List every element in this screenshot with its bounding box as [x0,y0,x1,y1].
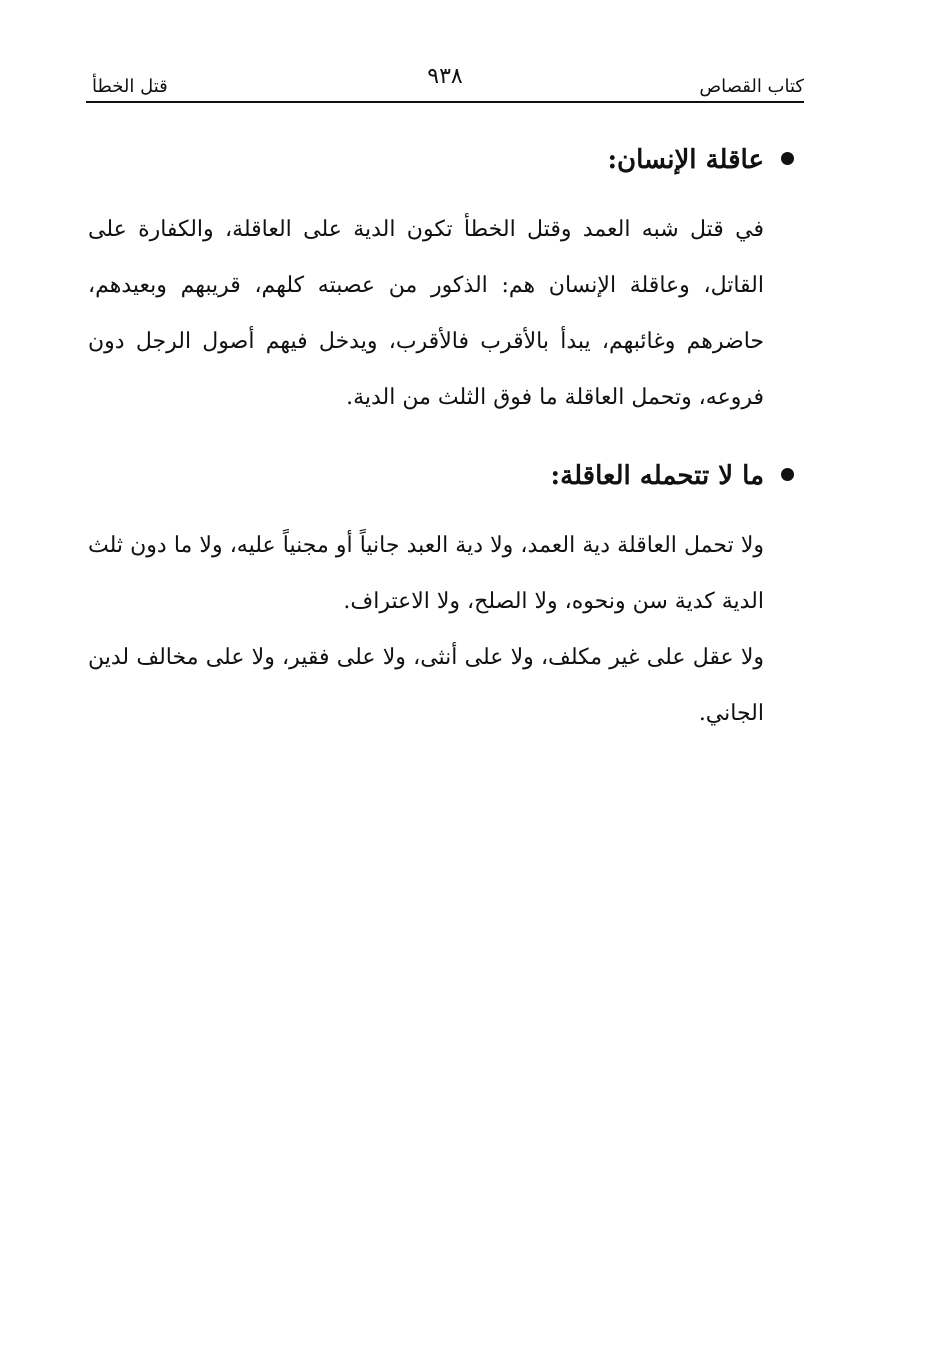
section-heading-row [88,452,764,500]
section-heading-row [88,136,764,184]
page-body [88,136,764,742]
paragraph: في قتل شبه العمد وقتل الخطأ تكون الدية على العاقلة، والكفارة على القاتل، وعاقلة الإنسان هم: الذكور من عصبته كلهم، قريبهم وبعيدهم، حاضرهم وغائبهم، يبدأ بالأقرب فالأقرب، ويدخل فيهم أصول الرجل دون فروعه، وتحمل العاقلة ما فوق الثلث من الدية. [88,217,764,410]
section-heading: ما لا تتحمله العاقلة: [550,461,764,491]
page-header [86,64,804,102]
bullet-icon [781,152,794,165]
section-heading: عاقلة الإنسان: [607,145,764,175]
paragraph: ولا تحمل العاقلة دية العمد، ولا دية العبد جانياً أو مجنياً عليه، ولا ما دون ثلث الدية كدية سن ونحوه، ولا الصلح، ولا الاعتراف. [88,533,764,614]
bullet-icon [781,468,794,481]
header-divider [86,101,804,103]
chapter-title: قتل الخطأ [92,76,168,97]
book-title: كتاب القصاص [699,76,804,97]
paragraph: ولا عقل على غير مكلف، ولا على أنثى، ولا على فقير، ولا على مخالف لدين الجاني. [88,645,764,726]
page-number: ٩٣٨ [427,64,463,89]
